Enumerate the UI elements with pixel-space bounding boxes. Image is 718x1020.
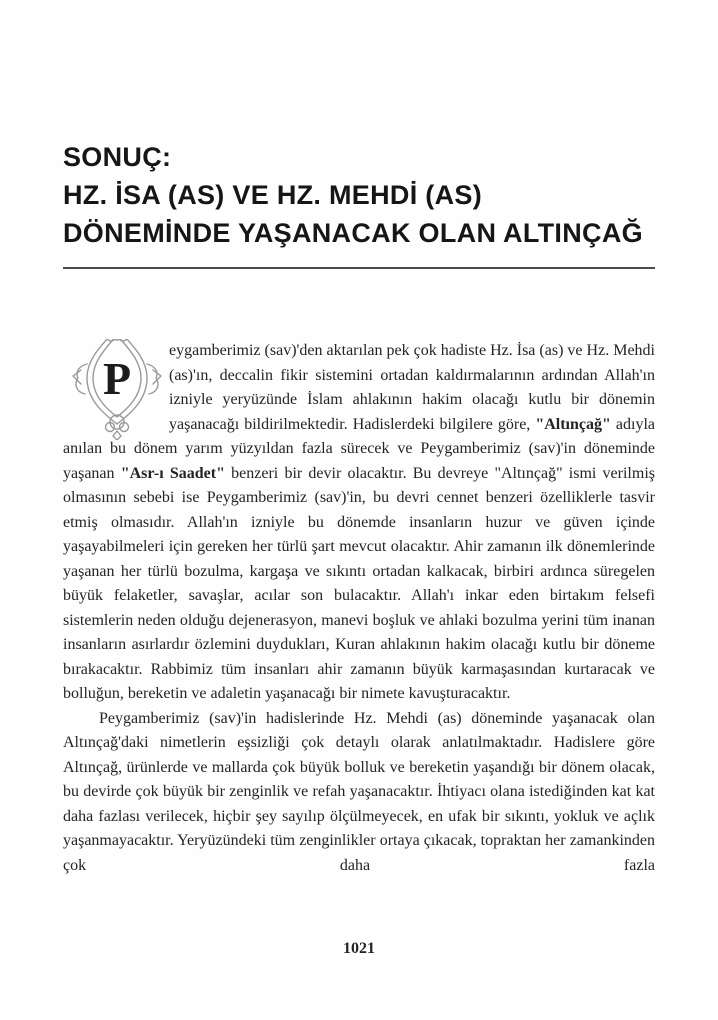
paragraph-1-text-b: adıyla anılan bu dönem yarım yüzyıldan fazla sürecek ve Peygamberimiz (sav)'in döneminde yaşanan [63, 415, 655, 482]
title-divider-rule [63, 267, 655, 269]
bold-term-asri-saadet: "Asr-ı Saadet" [120, 464, 225, 482]
bold-term-altincag: "Altınçağ" [535, 415, 611, 433]
title-line-2: HZ. İSA (AS) VE HZ. MEHDİ (AS) [63, 180, 482, 210]
dropcap-ornament-icon [63, 339, 169, 435]
paragraph-1 [63, 339, 655, 707]
dropcap-letter: P [102, 353, 132, 404]
chapter-title [63, 138, 659, 252]
title-line-3: DÖNEMİNDE YAŞANACAK OLAN ALTINÇAĞ [63, 218, 643, 248]
paragraph-2: Peygamberimiz (sav)'in hadislerinde Hz. Mehdi (as) döneminde yaşanacak olan Altınçağ'daki nimetlerin eşsizliği çok detaylı olarak anlatılmaktadır. Hadislere göre Altınçağ, ürünlerde ve mallarda çok büyük bolluk ve bereketin yaşandığı bir dönem olacak, bu devirde çok büyük bir zenginlik ve refah yaşanacaktır. İhtiyacı olana istediğinden kat kat daha fazlası verilecek, hiçbir şey sayılıp ölçülmeyecek, en ufak bir sıkıntı, yokluk ve açlık yaşanmayacaktır. Yeryüzündeki tüm zenginlikler ortaya çıkacak, topraktan her zamankinden çok daha fazla [63, 709, 655, 874]
paragraph-1-text-c: benzeri bir devir olacaktır. Bu devreye "Altınçağ" ismi verilmiş olmasının sebebi ise Peygamberimiz (sav)'in, bu devri cennet benzeri özelliklerle tasvir etmiş olmasıdır. Allah'ın izniyle bu dönemde insanların huzur ve güven içinde yaşayabilmeleri için gereken her türlü şart mevcut olacaktır. Ahir zamanın ilk dönemlerinde yaşanan her türlü bozulma, kargaşa ve sıkıntı ortadan kalkacak, birbiri ardınca süregelen büyük felaketler, savaşlar, acılar son bulacaktır. Allah'ı inkar eden birtakım felsefi sistemlerin neden olduğu dejenerasyon, manevi boşluk ve ahlaki bozulma yerini tüm inanan insanların asırlardır özlemini duydukları, Kuran ahlakının hakim olacağı kutlu bir döneme bırakacaktır. Rabbimiz tüm insanları ahir zamanın büyük karmaşasından kurtaracak ve bolluğun, bereketin ve adaletin yaşanacağı bir nimete kavuşturacaktır. [63, 464, 655, 702]
page-number: 1021 [343, 940, 375, 957]
title-line-1: SONUÇ: [63, 142, 172, 172]
body-text [63, 339, 655, 878]
paragraph-1-text-a: eygamberimiz (sav)'den aktarılan pek çok hadiste Hz. İsa (as) ve Hz. Mehdi (as)'ın, deccalin fikir sistemini ortadan kaldırmalarının ardından Allah'ın izniyle yeryüzünde İslam ahlakının hakim olacağı kutlu bir dönemin yaşanacağı bildirilmektedir. Hadislerdeki bilgilere göre, [169, 342, 655, 433]
